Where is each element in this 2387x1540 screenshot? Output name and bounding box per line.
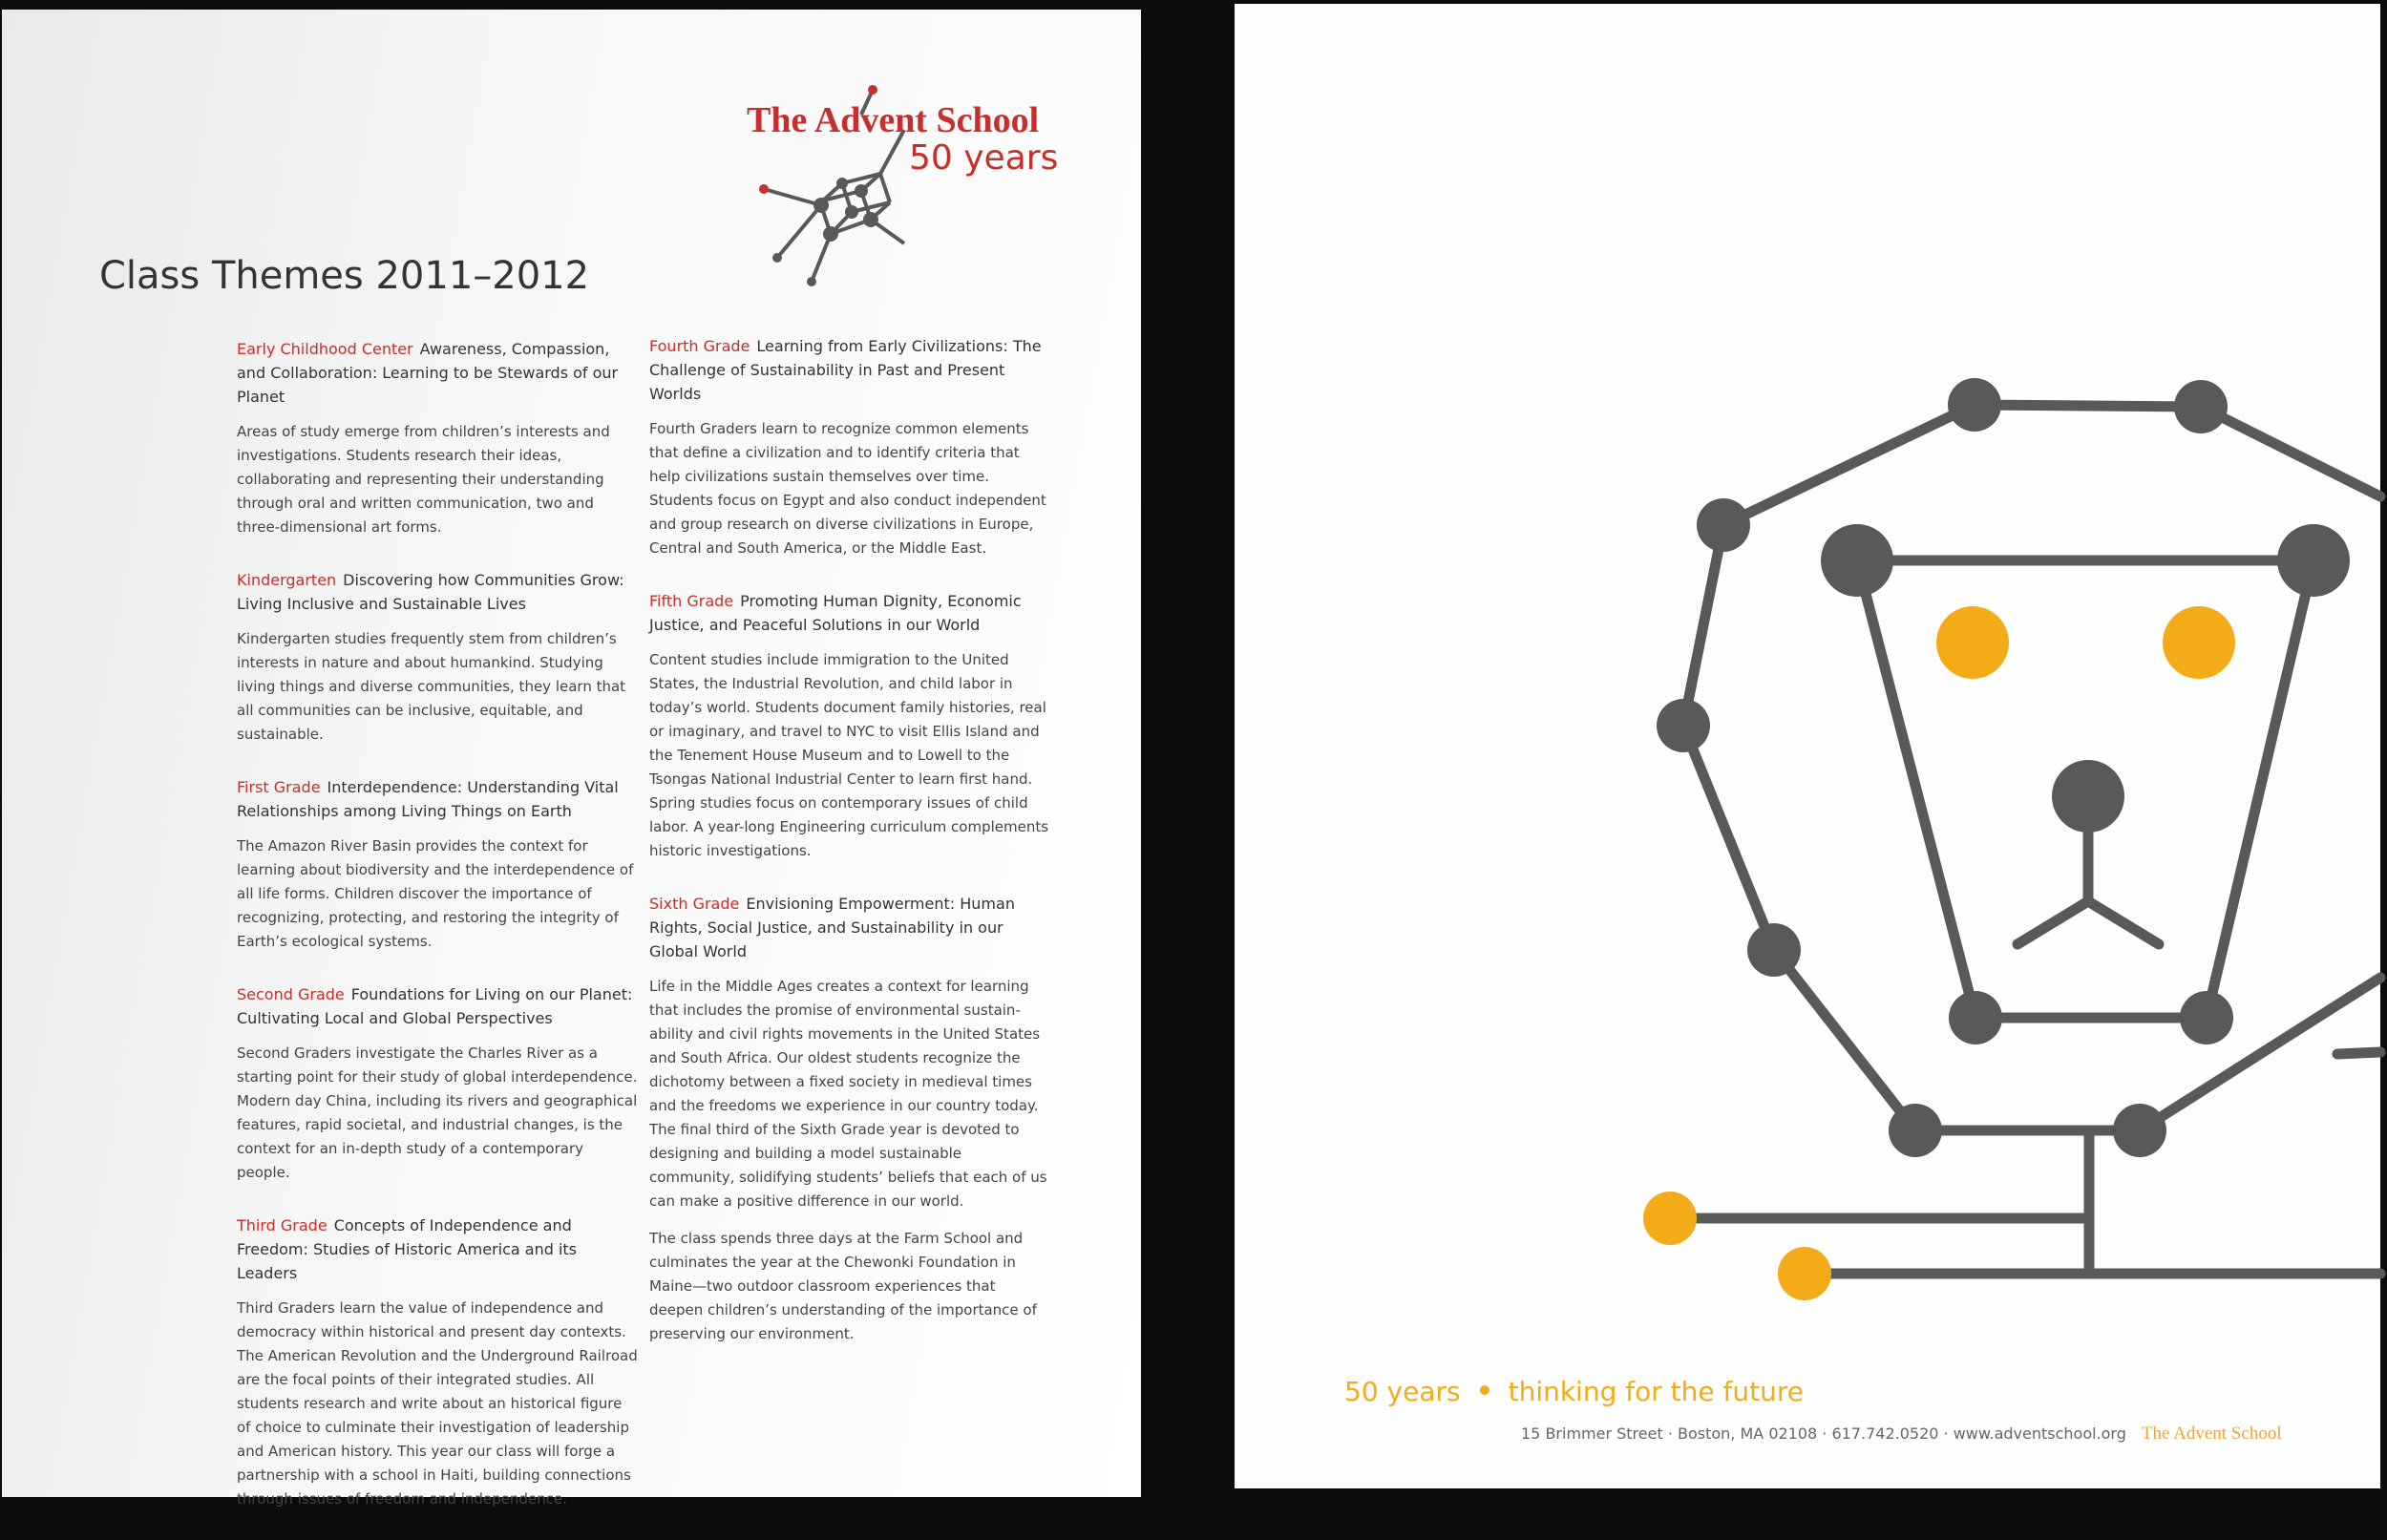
grade-theme: Envisioning Empowerment: Human Rights, Social Justice, and Sustainability in our Global World: [649, 895, 1015, 960]
grade-description: Content studies include immigration to the United States, the Industrial Revolution, and child labor in today’s world. Students document family histories, real or imaginary, and travel to NYC to visit Ellis Island and the Tenement House Museum and to Lowell to the Tsongas National Industrial Center to learn first hand. Spring studies focus on contemporary issues of child labor. A year-long Engineering curriculum complements historic investigations.: [649, 651, 1049, 859]
grade-description-continued: The class spends three days at the Farm School and culminates the year at the Chewonki Foundation in Maine—two outdoor classroom experiences that deepen children’s understanding of the importance of preserving our environment.: [649, 1230, 1037, 1342]
grade-name: Third Grade: [237, 1216, 327, 1234]
grade-fourth: [649, 334, 1050, 560]
grade-third: [237, 1213, 638, 1511]
grade-name: Kindergarten: [237, 571, 337, 589]
left-column: [237, 337, 638, 1540]
grade-name: Fifth Grade: [649, 592, 734, 610]
left-page: [2, 10, 1141, 1508]
footer-address: 15 Brimmer Street · Boston, MA 02108 · 617.742.0520 · www.adventschool.org: [1521, 1424, 2126, 1443]
grade-kindergarten: [237, 568, 638, 747]
right-column: [649, 334, 1050, 1346]
grade-description: Third Graders learn the value of independence and democracy within historical and present day contexts. The American Revolution and the Underground Railroad are the focal points of their integrated studies. All students research and write about an historical figure of choice to culminate their investigation of leadership and American history. This year our class will forge a partnership with a school in Haiti, building connections through issues of freedom and independence.: [237, 1299, 638, 1508]
grade-early-childhood: [237, 337, 638, 539]
grade-name: Second Grade: [237, 985, 345, 1003]
grade-description: Life in the Middle Ages creates a context for learning that includes the promise of environmental sustain-ability and civil rights movements in the United States and South Africa. Our oldest students recognize the dichotomy between a fixed society in medieval times and the freedoms we experience in our country today. The final third of the Sixth Grade year is devoted to designing and building a model sustainable community, solidifying students’ beliefs that each of us can make a positive difference in our world.: [649, 978, 1047, 1210]
grade-description: Kindergarten studies frequently stem from children’s interests in nature and about humankind. Studying living things and diverse communities, they learn that all communities can be inclusive, equitable, and sustainable.: [237, 630, 626, 743]
grade-description: Second Graders investigate the Charles River as a starting point for their study of global interdependence. Modern day China, including its rivers and geographical features, rapid societal, and industrial changes, is the context for an in-depth study of a contemporary people.: [237, 1044, 638, 1181]
grade-theme: Discovering how Communities Grow: Living Inclusive and Sustainable Lives: [237, 571, 624, 613]
tagline-text: thinking for the future: [1508, 1376, 1804, 1407]
grade-name: Fourth Grade: [649, 337, 750, 355]
lion-illustration: [1235, 4, 2380, 1340]
grade-name: Sixth Grade: [649, 895, 740, 913]
page-title: Class Themes 2011–2012: [99, 254, 590, 298]
tagline-years: 50 years: [1344, 1376, 1461, 1407]
footer-contact: [1521, 1424, 2282, 1445]
grade-description: The Amazon River Basin provides the context for learning about biodiversity and the interdependence of all life forms. Children discover the importance of recognizing, protecting, and restoring the integrity of Earth’s ecological systems.: [237, 837, 634, 950]
grade-theme: Promoting Human Dignity, Economic Justice, and Peaceful Solutions in our World: [649, 592, 1022, 634]
grade-description: Areas of study emerge from children’s interests and investigations. Students research their ideas, collaborating and representing their understanding through oral and written communication, two and three-dimensional art forms.: [237, 423, 610, 536]
grade-fifth: [649, 589, 1050, 863]
logo-years: 50 years: [909, 138, 1059, 178]
logo-school-name: The Advent School: [747, 100, 1040, 140]
grade-name: First Grade: [237, 778, 321, 796]
right-page: [1235, 4, 2380, 1488]
grade-theme: Interdependence: Understanding Vital Relationships among Living Things on Earth: [237, 778, 619, 820]
grade-theme: Foundations for Living on our Planet: Cultivating Local and Global Perspectives: [237, 985, 633, 1027]
grade-theme: Learning from Early Civilizations: The Challenge of Sustainability in Past and Present Worlds: [649, 337, 1042, 403]
grade-description: Fourth Graders learn to recognize common elements that define a civilization and to identify criteria that help civilizations sustain themselves over time. Students focus on Egypt and also conduct independent and group research on diverse civilizations in Europe, Central and South America, or the Middle East.: [649, 420, 1046, 557]
footer-brand: The Advent School: [2141, 1424, 2282, 1444]
grade-second: [237, 982, 638, 1185]
grade-name: Early Childhood Center: [237, 340, 413, 358]
grade-sixth: [649, 892, 1050, 1213]
grade-first: [237, 775, 638, 954]
footer-tagline: [1344, 1376, 1804, 1407]
grade-theme: Awareness, Compassion, and Collaboration: Learning to be Stewards of our Planet: [237, 340, 619, 406]
grade-theme: Concepts of Independence and Freedom: Studies of Historic America and its Leaders: [237, 1216, 578, 1282]
bullet-dot-icon: [1480, 1385, 1489, 1395]
